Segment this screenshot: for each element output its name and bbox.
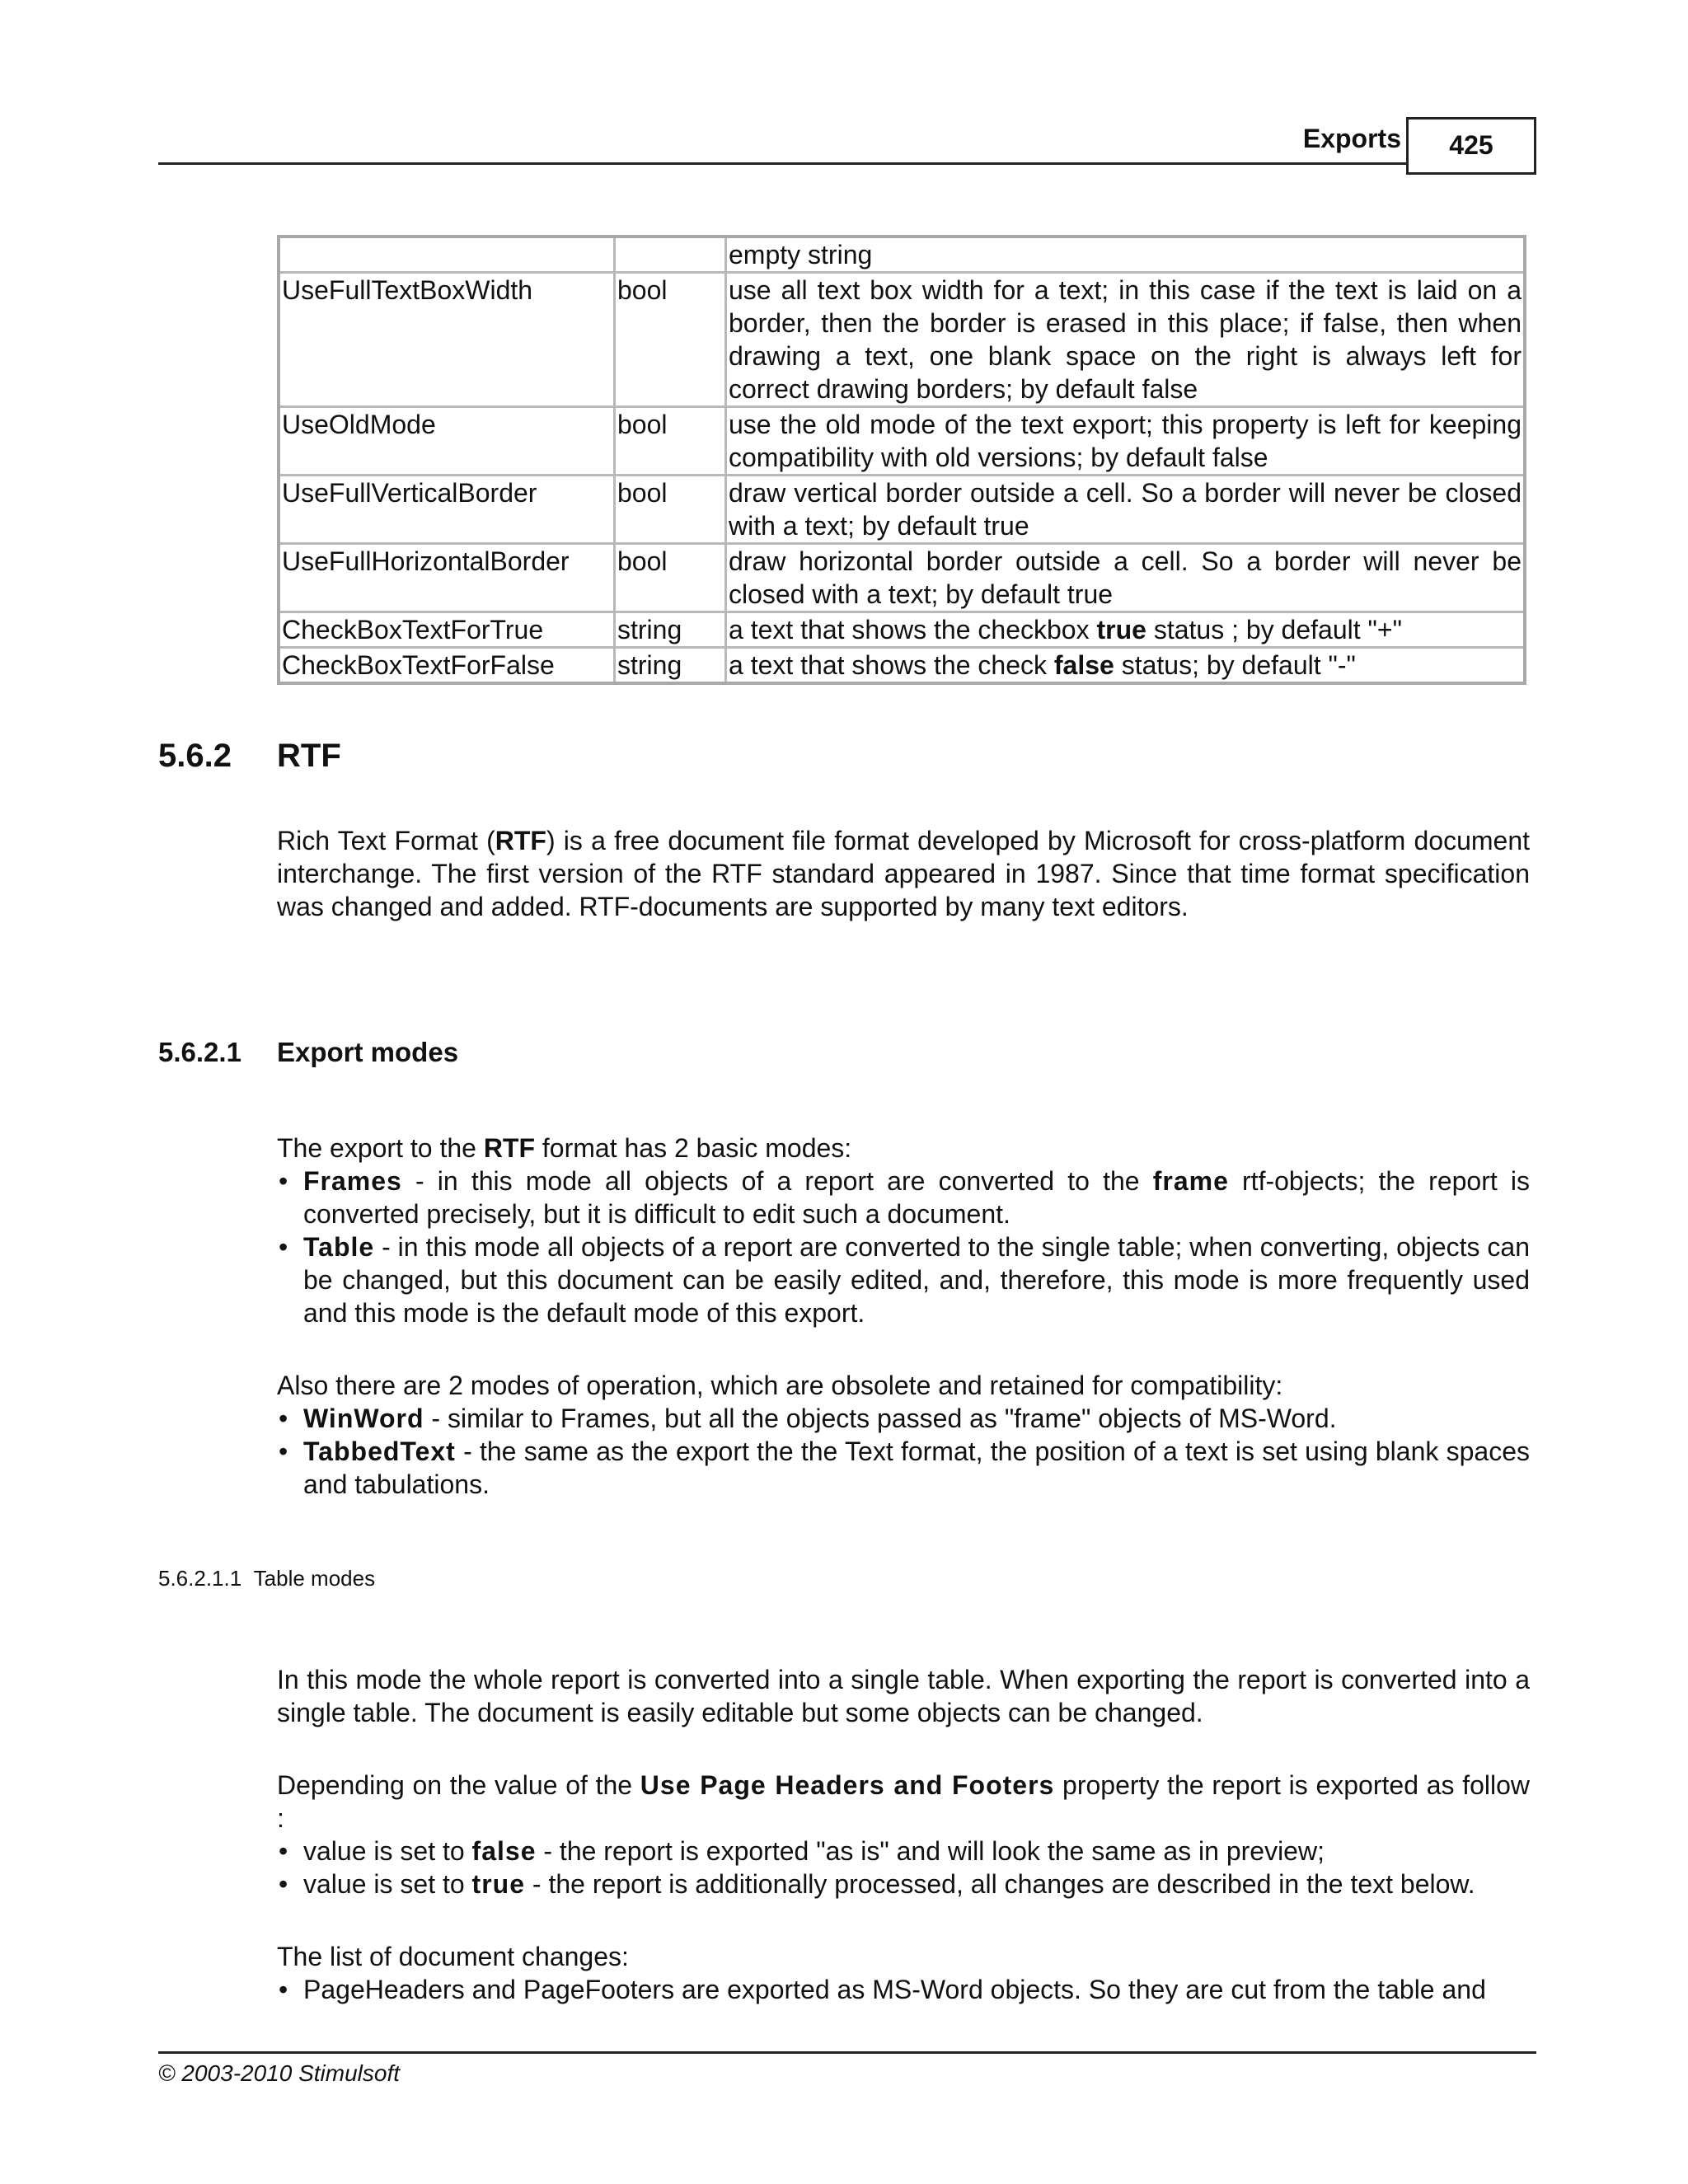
property-name-cell: UseFullHorizontalBorder [279,544,615,612]
mode-text: rtf-objects; the report is converted precisely, but it is difficult to edit such a document. [303,1166,1531,1229]
header-rule [158,162,1406,165]
obsolete-modes-list [277,1402,1530,1501]
property-name-cell: CheckBoxTextForFalse [279,648,615,684]
mode-term: WinWord [303,1404,424,1433]
copyright-footer: © 2003-2010 Stimulsoft [158,2060,401,2086]
property-type-cell: bool [615,407,726,476]
mode-bold: frame [1152,1166,1229,1196]
property-desc-cell: draw horizontal border outside a cell. So a border will never be closed with a text; by default true [726,544,1526,612]
desc-text: status ; by default "+" [1146,615,1402,644]
property-desc-cell: empty string [726,237,1526,273]
list-item [277,1868,1530,1900]
property-desc-cell: draw vertical border outside a cell. So a border will never be closed with a text; by default true [726,476,1526,544]
modes-lead [277,1132,1530,1165]
mode-term: TabbedText [303,1436,456,1466]
property-desc-cell [726,612,1526,648]
changes-lead: The list of document changes: [277,1942,629,1971]
property-name-cell: UseOldMode [279,407,615,476]
table-row [279,476,1525,544]
bullet-icon: • [279,1975,288,2004]
lead-text: format has 2 basic modes: [535,1133,852,1163]
obsolete-lead: Also there are 2 modes of operation, which are obsolete and retained for compatibility: [277,1371,1283,1400]
bullet-icon: • [279,1836,288,1866]
desc-bold: false [1053,650,1114,680]
value-text: value is set to [303,1869,472,1899]
property-type-cell: string [615,612,726,648]
property-type-cell: bool [615,476,726,544]
desc-text: a text that shows the check [729,650,1054,680]
section-title: Table modes [253,1566,376,1591]
mode-term: Table [303,1232,375,1262]
intro-bold: RTF [495,826,546,855]
property-desc-cell: use the old mode of the text export; this property is left for keeping compatibility with old versions; by default false [726,407,1526,476]
property-type-cell: string [615,648,726,684]
section-heading-rtf [158,738,341,775]
change-text: PageHeaders and PageFooters are exported as MS-Word objects. So they are cut from the table and [303,1975,1486,2004]
list-item [277,1973,1530,2006]
p2-text: Depending on the value of the [277,1770,640,1800]
export-modes-block [277,1132,1530,1501]
section-number: 5.6.2 [158,738,232,774]
table-row [279,648,1525,684]
value-bold: false [471,1836,537,1866]
footer-rule [158,2051,1536,2054]
mode-text: - in this mode all objects of a report are converted to the single table; when converting, objects can be changed, but this document can be easily edited, and, therefore, this mode is more frequently used and this mode is the default mode of this export. [303,1232,1530,1328]
mode-term: Frames [303,1166,402,1196]
list-item [277,1230,1530,1329]
property-name-cell: UseFullVerticalBorder [279,476,615,544]
section-number: 5.6.2.1 [158,1037,241,1067]
properties-table [277,235,1526,685]
value-text: - the report is exported "as is" and will look the same as in preview; [536,1836,1325,1866]
rtf-intro-paragraph [277,824,1530,923]
value-text: - the report is additionally processed, all changes are described in the text below. [525,1869,1475,1899]
mode-text: - in this mode all objects of a report are converted to the [401,1166,1153,1196]
list-item [277,1402,1530,1435]
table-row [279,544,1525,612]
bullet-icon: • [279,1232,288,1262]
modes-list [277,1165,1530,1329]
table-modes-p2 [277,1769,1530,1835]
bullet-icon: • [279,1166,288,1196]
changes-list [277,1973,1530,2006]
bullet-icon: • [279,1404,288,1433]
list-item [277,1165,1530,1230]
bullet-icon: • [279,1869,288,1899]
property-name-cell: UseFullTextBoxWidth [279,273,615,407]
desc-bold: true [1096,615,1146,644]
property-type-cell: bool [615,273,726,407]
property-type-cell: bool [615,544,726,612]
bullet-icon: • [279,1436,288,1466]
property-type-cell [615,237,726,273]
property-desc-cell [726,648,1526,684]
section-title: RTF [277,738,341,774]
p2-bold: Use Page Headers and Footers [640,1770,1055,1800]
lead-text: The export to the [277,1133,484,1163]
table-row [279,237,1525,273]
intro-text: ) is a free document file format developed by Microsoft for cross-platform document interchange. The first version of the RTF standard appeared in 1987. Since that time format specification was changed and added. RTF-documents are supported by many text editors. [277,826,1531,921]
section-heading-table-modes [158,1566,375,1591]
intro-text: Rich Text Format ( [277,826,495,855]
desc-text: status; by default "-" [1114,650,1356,680]
table-modes-p1: In this mode the whole report is converted into a single table. When exporting the report is converted into a single table. The document is easily editable but some objects can be changed. [277,1665,1530,1727]
section-heading-export-modes [158,1037,458,1068]
value-text: value is set to [303,1836,472,1866]
property-name-cell [279,237,615,273]
section-title: Export modes [277,1037,459,1067]
table-row [279,407,1525,476]
table-modes-block [277,1663,1530,2006]
list-item [277,1835,1530,1868]
desc-text: a text that shows the checkbox [729,615,1097,644]
values-list [277,1835,1530,1900]
p2-text: property the report is exported as follow : [277,1770,1531,1833]
value-bold: true [471,1869,525,1899]
page-number-box: 425 [1406,117,1536,175]
running-header-section: Exports [1302,124,1401,153]
lead-bold: RTF [483,1133,536,1163]
property-desc-cell: use all text box width for a text; in this case if the text is laid on a border, then the border is erased in this place; if false, then when drawing a text, one blank space on the right is always left for correct drawing borders; by default false [726,273,1526,407]
mode-text: - the same as the export the the Text format, the position of a text is set using blank spaces and tabulations. [303,1436,1530,1499]
table-row [279,273,1525,407]
list-item [277,1435,1530,1501]
mode-text: - similar to Frames, but all the objects passed as "frame" objects of MS-Word. [424,1404,1337,1433]
table-row [279,612,1525,648]
section-number: 5.6.2.1.1 [158,1566,242,1591]
property-name-cell: CheckBoxTextForTrue [279,612,615,648]
